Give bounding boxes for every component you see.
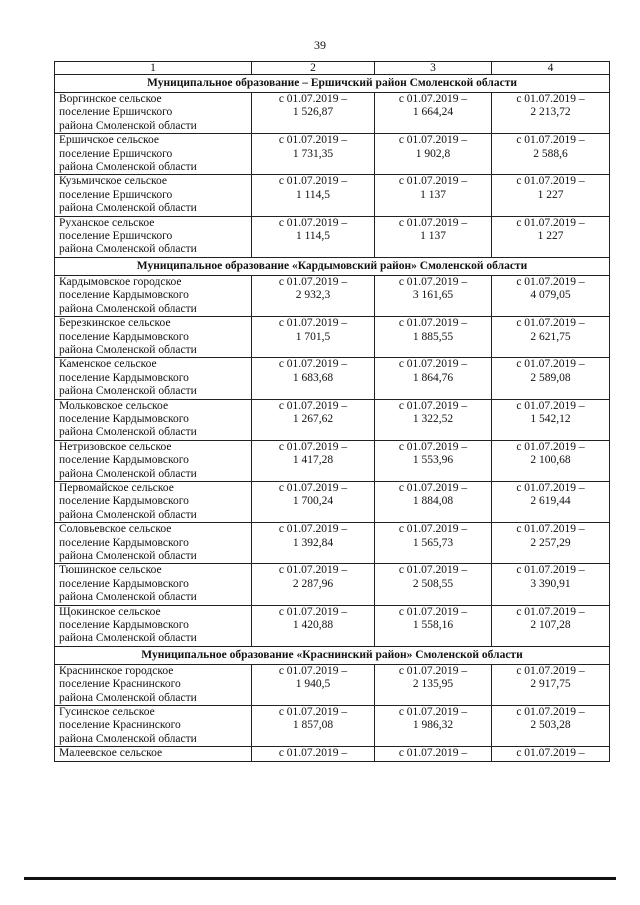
tariff-value: 3 390,91	[530, 577, 571, 590]
tariff-value: 4 079,05	[530, 289, 571, 302]
value-cell-col4	[492, 440, 610, 481]
value-cell-col2	[252, 93, 375, 134]
value-cell-col4	[492, 275, 610, 316]
tariff-value: 2 135,95	[412, 678, 454, 691]
value-cell-col4	[492, 523, 610, 564]
value-cell-col3	[375, 440, 492, 481]
settlement-name-line: поселение Кардымовского	[59, 619, 189, 632]
value-cell-col3	[375, 317, 492, 358]
settlement-name-cell	[55, 216, 252, 257]
table-row	[55, 175, 610, 216]
tariff-value: 1 227	[537, 230, 564, 243]
settlement-name-cell	[55, 317, 252, 358]
table-row	[55, 358, 610, 399]
tariff-value: 2 589,08	[530, 371, 571, 384]
table-row	[55, 317, 610, 358]
tariff-value: 3 161,65	[412, 289, 454, 302]
settlement-name-line: Гусинское сельское	[59, 706, 155, 719]
settlement-name-cell	[55, 175, 252, 216]
value-cell-col3	[375, 605, 492, 646]
effective-date-text: с 01.07.2019 –	[398, 216, 468, 229]
table-row	[55, 481, 610, 522]
effective-date-text: с 01.07.2019 –	[398, 564, 468, 577]
settlement-name-cell	[55, 440, 252, 481]
value-cell-col2	[252, 317, 375, 358]
effective-date-text: с 01.07.2019 –	[516, 216, 585, 229]
effective-date-text: с 01.07.2019 –	[398, 605, 468, 618]
settlement-name-cell	[55, 605, 252, 646]
table-row	[55, 275, 610, 316]
tariff-value: 1 526,87	[292, 106, 334, 119]
tariff-value: 1 864,76	[412, 371, 454, 384]
settlement-name-line: района Смоленской области	[59, 691, 197, 704]
effective-date-text: с 01.07.2019 –	[278, 358, 348, 371]
tariff-value: 1 137	[420, 188, 446, 201]
settlement-name-line: района Смоленской области	[59, 632, 197, 645]
settlement-name-line: Малеевское сельское	[59, 747, 163, 760]
effective-date-text: с 01.07.2019 –	[516, 175, 585, 188]
effective-date-text: с 01.07.2019 –	[398, 440, 468, 453]
settlement-name-line: района Смоленской области	[59, 302, 197, 315]
effective-date-text: с 01.07.2019 –	[516, 481, 585, 494]
settlement-name-line: Березкинское сельское	[59, 317, 171, 330]
settlement-name-cell	[55, 664, 252, 705]
settlement-name-line: поселение Кардымовского	[59, 577, 189, 590]
effective-date-text: с 01.07.2019 –	[398, 399, 468, 412]
tariff-value: 1 322,52	[412, 412, 454, 425]
page-number: 39	[314, 38, 326, 52]
settlement-name-line: района Смоленской области	[59, 202, 197, 215]
settlement-name-line: поселение Краснинского	[59, 678, 181, 691]
section-header-row	[55, 646, 610, 664]
value-cell-col4	[492, 216, 610, 257]
effective-date-text: с 01.07.2019 –	[516, 440, 585, 453]
effective-date-text: с 01.07.2019 –	[398, 275, 468, 288]
settlement-name-line: Нетризовское сельское	[59, 440, 172, 453]
effective-date-text: с 01.07.2019 –	[398, 706, 468, 719]
settlement-name-line: поселение Кардымовского	[59, 330, 189, 343]
settlement-name-cell	[55, 134, 252, 175]
tariff-value: 1 857,08	[292, 719, 334, 732]
table-row	[55, 706, 610, 747]
tariff-value: 1 664,24	[412, 106, 454, 119]
tariff-value: 2 508,55	[412, 577, 454, 590]
effective-date-text: с 01.07.2019 –	[278, 275, 348, 288]
effective-date-text: с 01.07.2019 –	[516, 523, 585, 536]
value-cell-col4	[492, 706, 610, 747]
table-row	[55, 216, 610, 257]
effective-date-text: с 01.07.2019 –	[278, 664, 348, 677]
value-cell-col4	[492, 605, 610, 646]
value-cell-col2	[252, 564, 375, 605]
value-cell-col2	[252, 175, 375, 216]
effective-date-text: с 01.07.2019 –	[516, 93, 585, 105]
effective-date-text: с 01.07.2019 –	[516, 134, 585, 147]
effective-date-text: с 01.07.2019 –	[516, 747, 585, 760]
tariff-value: 1 392,84	[292, 536, 334, 549]
effective-date-text: с 01.07.2019 –	[516, 358, 585, 371]
settlement-name-line: Первомайское сельское	[59, 481, 174, 494]
column-number-3: 3	[375, 62, 492, 75]
tariff-value: 1 542,12	[530, 412, 571, 425]
table-row	[55, 747, 610, 761]
settlement-name-cell	[55, 523, 252, 564]
value-cell-col4	[492, 481, 610, 522]
effective-date-text: с 01.07.2019 –	[278, 134, 348, 147]
tariff-value: 1 565,73	[412, 536, 454, 549]
value-cell-col2	[252, 706, 375, 747]
tariff-value: 1 267,62	[292, 412, 334, 425]
value-cell-col3	[375, 747, 492, 761]
settlement-name-line: поселение Ершичского	[59, 230, 173, 243]
settlement-name-line: поселение Кардымовского	[59, 371, 189, 384]
value-cell-col3	[375, 175, 492, 216]
effective-date-text: с 01.07.2019 –	[278, 605, 348, 618]
settlement-name-line: Руханское сельское	[59, 216, 155, 229]
effective-date-text: с 01.07.2019 –	[516, 564, 585, 577]
effective-date-text: с 01.07.2019 –	[398, 134, 468, 147]
settlement-name-cell	[55, 481, 252, 522]
settlement-name-line: Воргинское сельское	[59, 93, 162, 105]
effective-date-text: с 01.07.2019 –	[516, 706, 585, 719]
value-cell-col2	[252, 358, 375, 399]
value-cell-col3	[375, 399, 492, 440]
effective-date-text: с 01.07.2019 –	[278, 747, 348, 760]
section-title: Муниципальное образование «Краснинский район» Смоленской области	[55, 646, 610, 664]
tariff-table	[54, 61, 610, 762]
tariff-value: 1 902,8	[415, 147, 451, 160]
value-cell-col2	[252, 664, 375, 705]
section-title: Муниципальное образование «Кардымовский район» Смоленской области	[55, 257, 610, 275]
settlement-name-line: района Смоленской области	[59, 119, 197, 132]
value-cell-col2	[252, 605, 375, 646]
effective-date-text: с 01.07.2019 –	[278, 93, 348, 105]
table-row	[55, 523, 610, 564]
tariff-value: 2 213,72	[530, 106, 571, 119]
settlement-name-cell	[55, 706, 252, 747]
effective-date-text: с 01.07.2019 –	[398, 317, 468, 330]
value-cell-col3	[375, 664, 492, 705]
value-cell-col4	[492, 564, 610, 605]
effective-date-text: с 01.07.2019 –	[516, 275, 585, 288]
tariff-value: 1 114,5	[295, 230, 331, 243]
effective-date-text: с 01.07.2019 –	[278, 564, 348, 577]
tariff-value: 2 917,75	[530, 678, 571, 691]
tariff-value: 1 558,16	[412, 619, 454, 632]
effective-date-text: с 01.07.2019 –	[398, 664, 468, 677]
settlement-name-line: поселение Краснинского	[59, 719, 181, 732]
value-cell-col3	[375, 134, 492, 175]
settlement-name-line: поселение Кардымовского	[59, 412, 189, 425]
value-cell-col3	[375, 216, 492, 257]
effective-date-text: с 01.07.2019 –	[398, 93, 468, 105]
tariff-value: 1 884,08	[412, 495, 454, 508]
table-row	[55, 399, 610, 440]
table-row	[55, 440, 610, 481]
value-cell-col4	[492, 93, 610, 134]
column-number-2: 2	[252, 62, 375, 75]
effective-date-text: с 01.07.2019 –	[278, 481, 348, 494]
effective-date-text: с 01.07.2019 –	[398, 175, 468, 188]
settlement-name-line: района Смоленской области	[59, 385, 197, 398]
effective-date-text: с 01.07.2019 –	[278, 175, 348, 188]
table-row	[55, 93, 610, 134]
value-cell-col2	[252, 523, 375, 564]
tariff-value: 2 257,29	[530, 536, 571, 549]
column-number-row	[55, 62, 610, 75]
effective-date-text: с 01.07.2019 –	[516, 605, 585, 618]
settlement-name-line: Кузьмичское сельское	[59, 175, 167, 188]
settlement-name-line: поселение Кардымовского	[59, 454, 189, 467]
effective-date-text: с 01.07.2019 –	[398, 358, 468, 371]
column-number-4: 4	[492, 62, 610, 75]
effective-date-text: с 01.07.2019 –	[278, 523, 348, 536]
settlement-name-cell	[55, 275, 252, 316]
effective-date-text: с 01.07.2019 –	[398, 523, 468, 536]
value-cell-col4	[492, 664, 610, 705]
value-cell-col2	[252, 399, 375, 440]
value-cell-col3	[375, 706, 492, 747]
settlement-name-line: Мольковское сельское	[59, 399, 169, 412]
settlement-name-line: Ершичское сельское	[59, 134, 159, 147]
settlement-name-line: Щокинское сельское	[59, 605, 161, 618]
settlement-name-cell	[55, 93, 252, 134]
settlement-name-line: поселение Ершичского	[59, 188, 173, 201]
value-cell-col3	[375, 275, 492, 316]
effective-date-text: с 01.07.2019 –	[398, 747, 468, 760]
settlement-name-line: Каменское сельское	[59, 358, 157, 371]
settlement-name-line: района Смоленской области	[59, 732, 197, 745]
value-cell-col3	[375, 564, 492, 605]
settlement-name-line: поселение Кардымовского	[59, 289, 189, 302]
settlement-name-line: района Смоленской области	[59, 161, 197, 174]
settlement-name-cell	[55, 399, 252, 440]
settlement-name-line: Тюшинское сельское	[59, 564, 162, 577]
settlement-name-line: района Смоленской области	[59, 243, 197, 256]
settlement-name-line: поселение Ершичского	[59, 147, 173, 160]
tariff-value: 2 287,96	[292, 577, 334, 590]
tariff-value: 2 107,28	[530, 619, 571, 632]
settlement-name-cell	[55, 564, 252, 605]
value-cell-col2	[252, 216, 375, 257]
effective-date-text: с 01.07.2019 –	[278, 317, 348, 330]
settlement-name-line: Краснинское городское	[59, 664, 174, 677]
tariff-value: 2 932,3	[295, 289, 331, 302]
value-cell-col4	[492, 175, 610, 216]
value-cell-col3	[375, 481, 492, 522]
effective-date-text: с 01.07.2019 –	[278, 440, 348, 453]
settlement-name-line: поселение Ершичского	[59, 106, 173, 119]
settlement-name-line: поселение Кардымовского	[59, 536, 189, 549]
tariff-value: 1 683,68	[292, 371, 334, 384]
settlement-name-line: района Смоленской области	[59, 508, 197, 521]
column-number-1: 1	[55, 62, 252, 75]
value-cell-col2	[252, 747, 375, 761]
effective-date-text: с 01.07.2019 –	[278, 706, 348, 719]
value-cell-col3	[375, 523, 492, 564]
effective-date-text: с 01.07.2019 –	[516, 399, 585, 412]
effective-date-text: с 01.07.2019 –	[516, 664, 585, 677]
tariff-value: 2 621,75	[530, 330, 571, 343]
settlement-name-line: района Смоленской области	[59, 343, 197, 356]
tariff-value: 2 619,44	[530, 495, 571, 508]
value-cell-col4	[492, 317, 610, 358]
tariff-value: 1 553,96	[412, 454, 454, 467]
effective-date-text: с 01.07.2019 –	[398, 481, 468, 494]
value-cell-col4	[492, 134, 610, 175]
effective-date-text: с 01.07.2019 –	[516, 317, 585, 330]
tariff-value: 1 986,32	[412, 719, 454, 732]
section-header-row	[55, 257, 610, 275]
settlement-name-line: района Смоленской области	[59, 426, 197, 439]
table-row	[55, 564, 610, 605]
value-cell-col3	[375, 358, 492, 399]
tariff-value: 1 940,5	[295, 678, 331, 691]
table-row	[55, 134, 610, 175]
value-cell-col3	[375, 93, 492, 134]
section-title: Муниципальное образование – Ершичский район Смоленской области	[55, 75, 610, 93]
settlement-name-cell	[55, 747, 252, 761]
value-cell-col4	[492, 747, 610, 761]
value-cell-col4	[492, 399, 610, 440]
tariff-value: 1 114,5	[295, 188, 331, 201]
settlement-name-line: поселение Кардымовского	[59, 495, 189, 508]
tariff-value: 1 417,28	[292, 454, 334, 467]
tariff-value: 1 137	[420, 230, 446, 243]
value-cell-col2	[252, 481, 375, 522]
settlement-name-line: Соловьевское сельское	[59, 523, 172, 536]
settlement-name-line: района Смоленской области	[59, 467, 197, 480]
settlement-name-cell	[55, 358, 252, 399]
tariff-value: 1 700,24	[292, 495, 334, 508]
table-row	[55, 664, 610, 705]
value-cell-col4	[492, 358, 610, 399]
value-cell-col2	[252, 134, 375, 175]
section-header-row	[55, 75, 610, 93]
settlement-name-line: района Смоленской области	[59, 591, 197, 604]
settlement-name-line: Кардымовское городское	[59, 275, 182, 288]
tariff-value: 2 588,6	[533, 147, 568, 160]
tariff-value: 1 731,35	[292, 147, 334, 160]
settlement-name-line: района Смоленской области	[59, 550, 197, 562]
bottom-rule	[24, 877, 616, 880]
effective-date-text: с 01.07.2019 –	[278, 399, 348, 412]
tariff-value: 2 100,68	[530, 454, 571, 467]
tariff-value: 1 420,88	[292, 619, 334, 632]
tariff-value: 1 701,5	[295, 330, 331, 343]
value-cell-col2	[252, 275, 375, 316]
tariff-value: 1 227	[537, 188, 564, 201]
effective-date-text: с 01.07.2019 –	[278, 216, 348, 229]
tariff-value: 1 885,55	[412, 330, 454, 343]
table-row	[55, 605, 610, 646]
value-cell-col2	[252, 440, 375, 481]
tariff-value: 2 503,28	[530, 719, 571, 732]
